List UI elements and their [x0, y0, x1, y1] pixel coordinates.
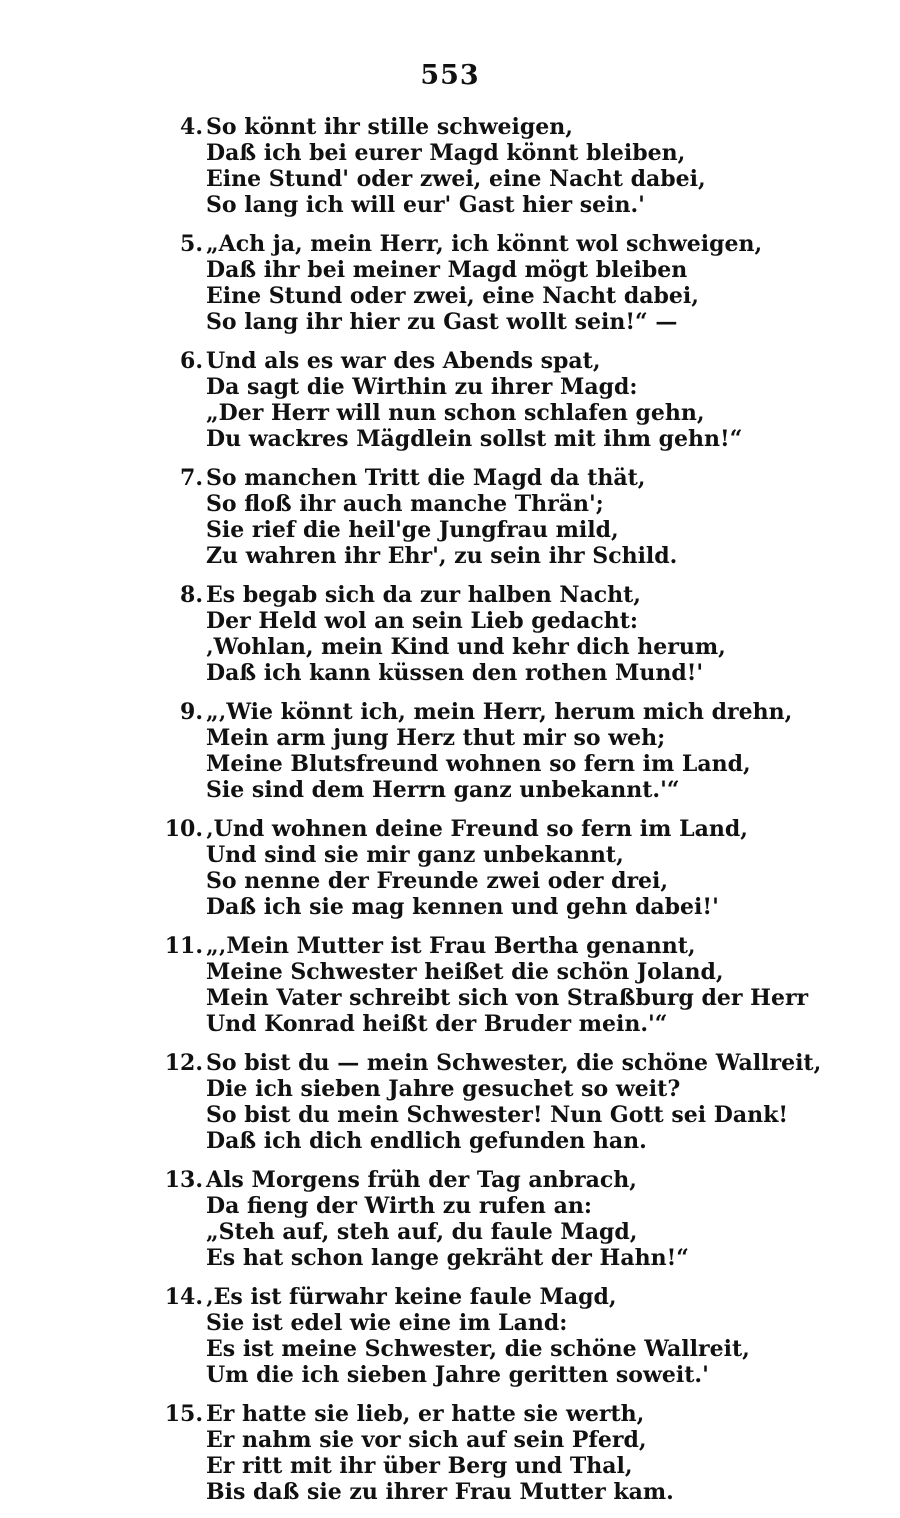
verse-line: So bist du — mein Schwester, die schöne Wallreit,: [206, 1050, 822, 1076]
verse-line: So floß ihr auch manche Thrän';: [206, 491, 604, 517]
stanza: [0, 1401, 900, 1505]
verse-line: Meine Schwester heißet die schön Joland,: [206, 959, 724, 985]
stanza: [0, 231, 900, 335]
verse-line: Da sagt die Wirthin zu ihrer Magd:: [206, 374, 638, 400]
stanza: [0, 1284, 900, 1388]
stanza-number: 6.: [180, 348, 203, 374]
verse-line: Um die ich sieben Jahre geritten soweit.': [206, 1362, 709, 1388]
verse-line: Eine Stund oder zwei, eine Nacht dabei,: [206, 283, 699, 309]
stanza-number: 5.: [180, 231, 203, 257]
verse-line: Der Held wol an sein Lieb gedacht:: [206, 608, 638, 634]
stanza: [0, 348, 900, 452]
verse-line: Als Morgens früh der Tag anbrach,: [206, 1167, 637, 1193]
verse-line: Da fieng der Wirth zu rufen an:: [206, 1193, 592, 1219]
verse-line: Er ritt mit ihr über Berg und Thal,: [206, 1453, 633, 1479]
verse-line: Sie ist edel wie eine im Land:: [206, 1310, 568, 1336]
verse-line: Bis daß sie zu ihrer Frau Mutter kam.: [206, 1479, 674, 1505]
stanza: [0, 1050, 900, 1154]
stanza: [0, 114, 900, 218]
verse-line: Es begab sich da zur halben Nacht,: [206, 582, 641, 608]
stanza-number: 14.: [164, 1284, 203, 1310]
verse-line: So lang ihr hier zu Gast wollt sein!“ —: [206, 309, 678, 335]
stanza-number: 4.: [180, 114, 203, 140]
verse-line: Du wackres Mägdlein sollst mit ihm gehn!“: [206, 426, 743, 452]
stanza-number: 10.: [164, 816, 203, 842]
poem-stanzas: [0, 114, 900, 1518]
stanza: [0, 465, 900, 569]
verse-line: Meine Blutsfreund wohnen so fern im Land,: [206, 751, 751, 777]
stanza: [0, 582, 900, 686]
verse-line: Daß ich dich endlich gefunden han.: [206, 1128, 647, 1154]
stanza: [0, 816, 900, 920]
verse-line: ‚Und wohnen deine Freund so fern im Land,: [206, 816, 748, 842]
stanza: [0, 699, 900, 803]
verse-line: Die ich sieben Jahre gesuchet so weit?: [206, 1076, 681, 1102]
page-number: 553: [420, 60, 480, 91]
verse-line: Mein Vater schreibt sich von Straßburg der Herr: [206, 985, 809, 1011]
verse-line: So bist du mein Schwester! Nun Gott sei Dank!: [206, 1102, 788, 1128]
verse-line: Daß ich kann küssen den rothen Mund!': [206, 660, 704, 686]
verse-line: Eine Stund' oder zwei, eine Nacht dabei,: [206, 166, 706, 192]
verse-line: Zu wahren ihr Ehr', zu sein ihr Schild.: [206, 543, 678, 569]
verse-line: Daß ihr bei meiner Magd mögt bleiben: [206, 257, 688, 283]
verse-line: ‚Es ist fürwahr keine faule Magd,: [206, 1284, 617, 1310]
stanza-number: 9.: [180, 699, 203, 725]
verse-line: „Steh auf, steh auf, du faule Magd,: [206, 1219, 638, 1245]
stanza-number: 13.: [164, 1167, 203, 1193]
verse-line: „Der Herr will nun schon schlafen gehn,: [206, 400, 705, 426]
stanza-number: 7.: [180, 465, 203, 491]
verse-line: „‚Mein Mutter ist Frau Bertha genannt,: [206, 933, 696, 959]
verse-line: So lang ich will eur' Gast hier sein.': [206, 192, 645, 218]
stanza: [0, 933, 900, 1037]
verse-line: Es ist meine Schwester, die schöne Wallreit,: [206, 1336, 750, 1362]
verse-line: Er hatte sie lieb, er hatte sie werth,: [206, 1401, 645, 1427]
verse-line: Und Konrad heißt der Bruder mein.'“: [206, 1011, 668, 1037]
verse-line: „Ach ja, mein Herr, ich könnt wol schweigen,: [206, 231, 763, 257]
stanza-number: 11.: [164, 933, 203, 959]
verse-line: Sie sind dem Herrn ganz unbekannt.'“: [206, 777, 680, 803]
verse-line: So nenne der Freunde zwei oder drei,: [206, 868, 669, 894]
verse-line: Es hat schon lange gekräht der Hahn!“: [206, 1245, 689, 1271]
verse-line: Er nahm sie vor sich auf sein Pferd,: [206, 1427, 647, 1453]
verse-line: Daß ich bei eurer Magd könnt bleiben,: [206, 140, 686, 166]
verse-line: Und als es war des Abends spat,: [206, 348, 601, 374]
stanza-number: 15.: [164, 1401, 203, 1427]
verse-line: Mein arm jung Herz thut mir so weh;: [206, 725, 666, 751]
stanza-number: 8.: [180, 582, 203, 608]
verse-line: Daß ich sie mag kennen und gehn dabei!': [206, 894, 719, 920]
verse-line: „‚Wie könnt ich, mein Herr, herum mich drehn,: [206, 699, 793, 725]
verse-line: Und sind sie mir ganz unbekannt,: [206, 842, 624, 868]
stanza-number: 12.: [164, 1050, 203, 1076]
verse-line: So könnt ihr stille schweigen,: [206, 114, 573, 140]
stanza: [0, 1167, 900, 1271]
verse-line: Sie rief die heil'ge Jungfrau mild,: [206, 517, 619, 543]
verse-line: So manchen Tritt die Magd da thät,: [206, 465, 646, 491]
verse-line: ‚Wohlan, mein Kind und kehr dich herum,: [206, 634, 726, 660]
